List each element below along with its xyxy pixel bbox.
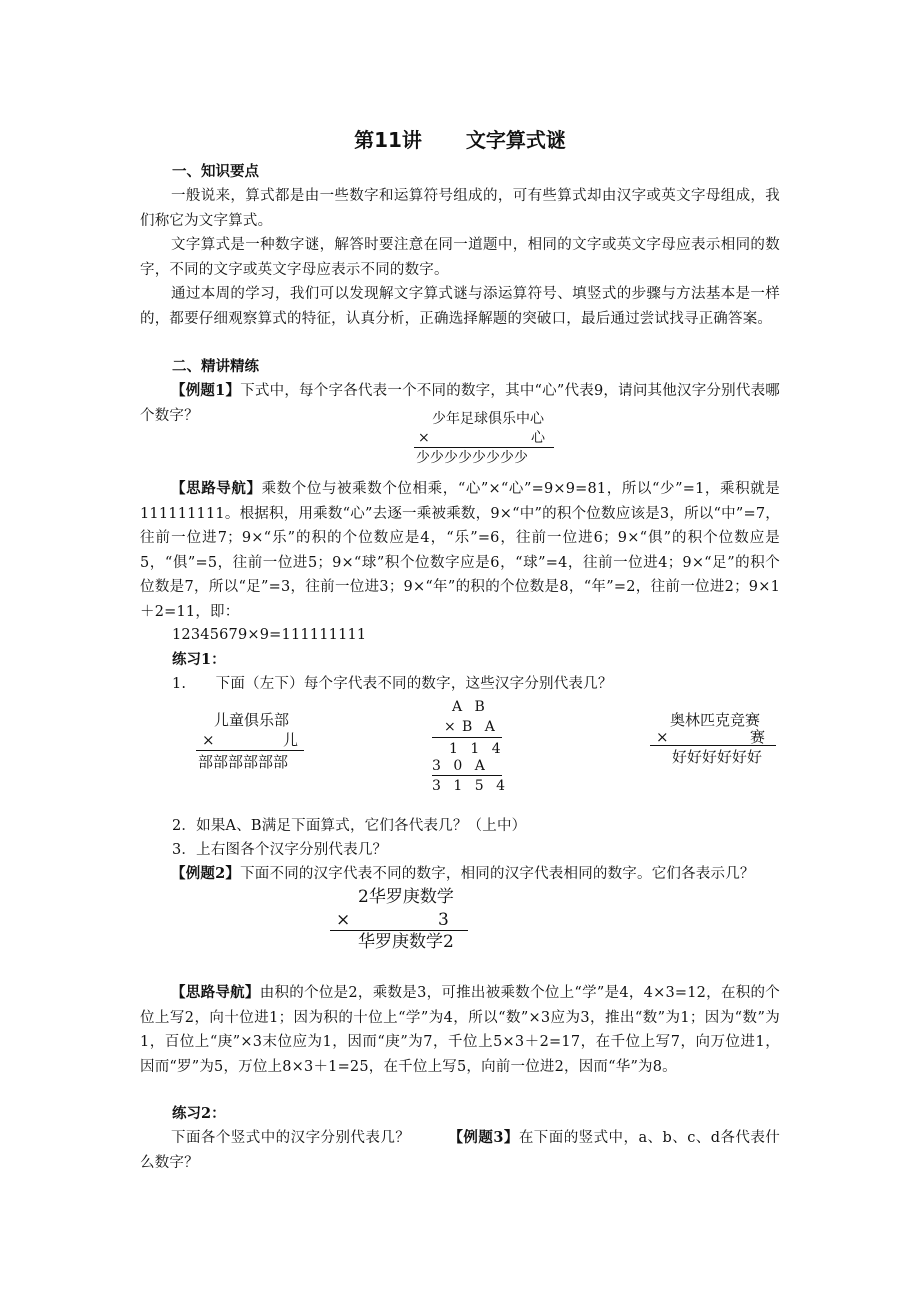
section-heading-lecture: 二、精讲精练 (172, 358, 259, 375)
example-2-guide (140, 981, 780, 1079)
example-1-text: 下式中，每个字各代表一个不同的数字，其中“心”代表9，请问其他汉字分别代表哪个数字？ (140, 383, 780, 424)
ex1-times-sign: × (418, 430, 430, 446)
practice-2-text: 下面各个竖式中的汉字分别代表几？ (171, 1130, 411, 1146)
eqC-rule (650, 745, 776, 746)
ex1-multiplier: 心 (531, 430, 545, 446)
paragraph-intro-2: 文字算式是一种数字谜，解答时要注意在同一道题中，相同的文字或英文字母应表示相同的数字，不同的文字或英文字母应表示不同的数字。 (140, 237, 780, 278)
practice-1-question-3: 3．上右图各个汉字分别代表几？ (172, 842, 388, 858)
eqB-row-2: B A (462, 719, 499, 735)
eqC-multiplicand: 奥林匹克竞赛 (670, 711, 761, 729)
ex2-times-sign: × (336, 910, 351, 930)
eqB-times-sign: × (444, 719, 456, 735)
section-heading-knowledge: 一、知识要点 (172, 163, 259, 180)
practice-1-question-2: 2．如果A、B满足下面算式，它们各代表几？（上中） (172, 818, 527, 834)
eqA-multiplier: 儿 (283, 731, 299, 749)
eqB-row-5: 3 1 5 4 (432, 778, 509, 794)
lecture-number: 第11讲 (354, 128, 422, 152)
eqC-times-sign: × (656, 728, 669, 746)
example-2-text: 下面不同的汉字代表不同的数字，相同的汉字代表相同的数字。它们各表示几？ (240, 866, 755, 882)
guide-1-text: 乘数个位与被乘数个位相乘，“心”×“心”=9×9=81，所以“少”=1，乘积就是111111111。根据积，用乘数“心”去逐一乘被乘数，9×“中”的积个位数应该是3，所以“中”=7，往前一位进7；9×“乐”的积的个位数应是4，“乐”=6，往前一位进6；9×“俱”的积个位数应是5，“俱”=5，往前一位进5；9×“球”积个位数字应是6，“球”=4，往前一位进4；9×“足”的积个位数是7，所以“足”=3，往前一位进3；9×“年”的积的个位数是8，“年”=2，往前一位进2；9×1＋2=11，即： (140, 481, 780, 620)
example-1-guide (140, 477, 780, 624)
ex1-product: 少少少少少少少少 (416, 450, 528, 466)
guide-2-label: 【思路导航】 (171, 984, 260, 1001)
lecture-name: 文字算式谜 (465, 128, 566, 152)
eqB-row-1: A B (452, 699, 489, 715)
practice-1-question-1: 1. 下面（左下）每个字代表不同的数字，这些汉字分别代表几？ (172, 676, 613, 692)
practice-1-heading: 练习1： (172, 651, 226, 668)
eqA-multiplicand: 儿童俱乐部 (214, 711, 290, 729)
eqC-product: 好好好好好好 (672, 748, 763, 766)
example-3-text: 在下面的竖式中，a、b、c、d各代表什么数字？ (140, 1130, 781, 1171)
eqA-rule (196, 750, 304, 751)
ex2-multiplier: 3 (438, 910, 449, 930)
ex2-multiplicand: 2华罗庚数学 (358, 887, 454, 907)
example-2-statement (140, 862, 780, 887)
eqA-times-sign: × (202, 731, 215, 749)
example-3-label: 【例题3】 (448, 1129, 519, 1146)
ex1-multiplicand: 少年足球俱乐中心 (432, 411, 544, 427)
practice-2-and-example-3 (140, 1126, 780, 1175)
paragraph-intro-1: 一般说来，算式都是由一些数字和运算符号组成的，可有些算式却由汉字或英文字母组成，我们称它为文字算式。 (140, 188, 780, 229)
guide-2-text: 由积的个位是2，乘数是3，可推出被乘数个位上“学”是4，4×3=12，在积的个位上写2，向十位进1；因为积的十位上“学”为4，所以“数”×3应为3，推出“数”为1；因为“数”为1，百位上“庚”×3末位应为1，因而“庚”为7，千位上5×3＋2=17，在千位上写7，向万位进1，因而“罗”为5，万位上8×3＋1=25，在千位上写5，向前一位进2，因而“华”为8。 (140, 985, 781, 1075)
paragraph-intro-3: 通过本周的学习，我们可以发现解文字算式谜与添运算符号、填竖式的步骤与方法基本是一样的，都要仔细观察算式的特征，认真分析，正确选择解题的突破口，最后通过尝试找寻正确答案。 (140, 286, 780, 327)
practice-2-heading: 练习2： (172, 1105, 226, 1122)
example-1-label: 【例题1】 (171, 382, 241, 399)
eqB-row-4: 3 0 A (432, 758, 489, 774)
example-2-label: 【例题2】 (171, 865, 241, 882)
eqB-row-3: 1 1 4 (449, 741, 505, 757)
ex2-product: 华罗庚数学2 (358, 932, 454, 952)
example-1-answer: 12345679×9=111111111 (172, 627, 367, 643)
eqA-product: 部部部部部部 (198, 753, 289, 771)
eqC-multiplier: 赛 (750, 728, 766, 746)
page-title (0, 124, 920, 153)
eqB-rule-1 (432, 737, 502, 738)
guide-1-label: 【思路导航】 (171, 480, 262, 497)
